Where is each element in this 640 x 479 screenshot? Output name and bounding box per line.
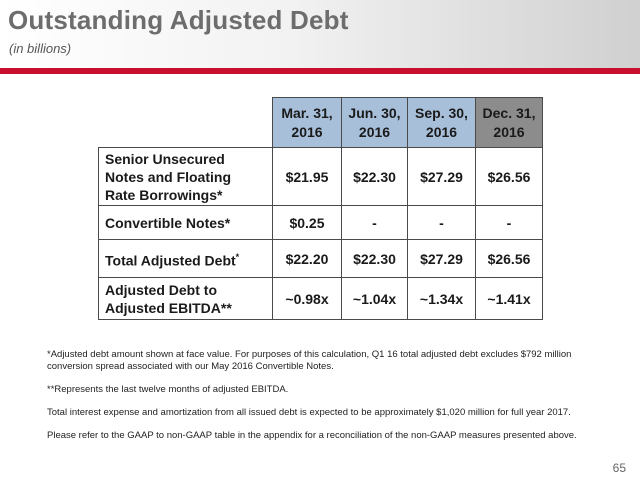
column-header-line: 2016 [358, 123, 391, 140]
row-label-footnote-mark: * [235, 251, 240, 262]
table-cell: - [408, 206, 476, 240]
table-cell: $26.56 [476, 240, 543, 278]
column-header-line: 2016 [291, 123, 323, 140]
column-header-line: Mar. 31, [281, 104, 333, 121]
table-cell: ~0.98x [273, 278, 342, 320]
footnotes [47, 349, 617, 453]
table-cell: $26.56 [476, 148, 543, 206]
table-cell: $21.95 [273, 148, 342, 206]
row-label-line: Rate Borrowings* [105, 186, 223, 203]
page-number: 65 [612, 461, 626, 475]
row-label-line: Adjusted Debt to [105, 281, 217, 298]
footnote-adjusted-debt: *Adjusted debt amount shown at face value. For purposes of this calculation, Q1 16 total adjusted debt excludes $792 million conversion spread associated with our May 2016 Convertible Notes. [47, 349, 572, 372]
table-row-convertible-notes [99, 206, 543, 240]
table-cell: $0.25 [273, 206, 342, 240]
column-header-line: 2016 [425, 123, 458, 140]
column-header-jun-2016 [342, 98, 408, 148]
table-cell: $27.29 [408, 240, 476, 278]
column-header-line: Dec. 31, [482, 104, 536, 121]
column-header-sep-2016 [408, 98, 476, 148]
column-header-line: Jun. 30, [348, 104, 401, 121]
footnote-ebitda: **Represents the last twelve months of adjusted EBITDA. [47, 384, 289, 395]
footnote-gaap-reconciliation: Please refer to the GAAP to non-GAAP table in the appendix for a reconciliation of the non-GAAP measures presented above. [47, 430, 577, 441]
column-header-dec-2016 [476, 98, 543, 148]
table-row-senior-unsecured [99, 148, 543, 206]
row-label-text: Total Adjusted Debt [105, 252, 236, 269]
table-cell: - [342, 206, 408, 240]
table-cell: $22.30 [342, 148, 408, 206]
table-cell: $22.20 [273, 240, 342, 278]
table-header-row [99, 98, 543, 148]
table-cell: $27.29 [408, 148, 476, 206]
row-label: Convertible Notes* [99, 206, 273, 240]
table-row-total-adjusted-debt [99, 240, 543, 278]
column-header-line: Sep. 30, [415, 104, 468, 121]
row-label [99, 240, 273, 278]
header-divider [0, 68, 640, 74]
table-cell: ~1.34x [408, 278, 476, 320]
page-subtitle: (in billions) [9, 41, 72, 56]
row-label [99, 278, 273, 320]
table-row-debt-to-ebitda [99, 278, 543, 320]
page-title: Outstanding Adjusted Debt [8, 5, 349, 35]
column-header-line: 2016 [493, 123, 525, 140]
table-cell: ~1.41x [476, 278, 543, 320]
row-label-line: Senior Unsecured [105, 150, 225, 167]
column-header-mar-2016 [273, 98, 342, 148]
row-label-line: Notes and Floating [105, 168, 231, 185]
table-cell: ~1.04x [342, 278, 408, 320]
table-cell: - [476, 206, 543, 240]
row-label-line: Adjusted EBITDA** [105, 299, 232, 316]
table-cell: $22.30 [342, 240, 408, 278]
row-label [99, 148, 273, 206]
footnote-interest-expense: Total interest expense and amortization from all issued debt is expected to be approximately $1,020 million for full year 2017. [47, 407, 571, 418]
table-corner [99, 98, 273, 148]
debt-table [98, 97, 543, 320]
